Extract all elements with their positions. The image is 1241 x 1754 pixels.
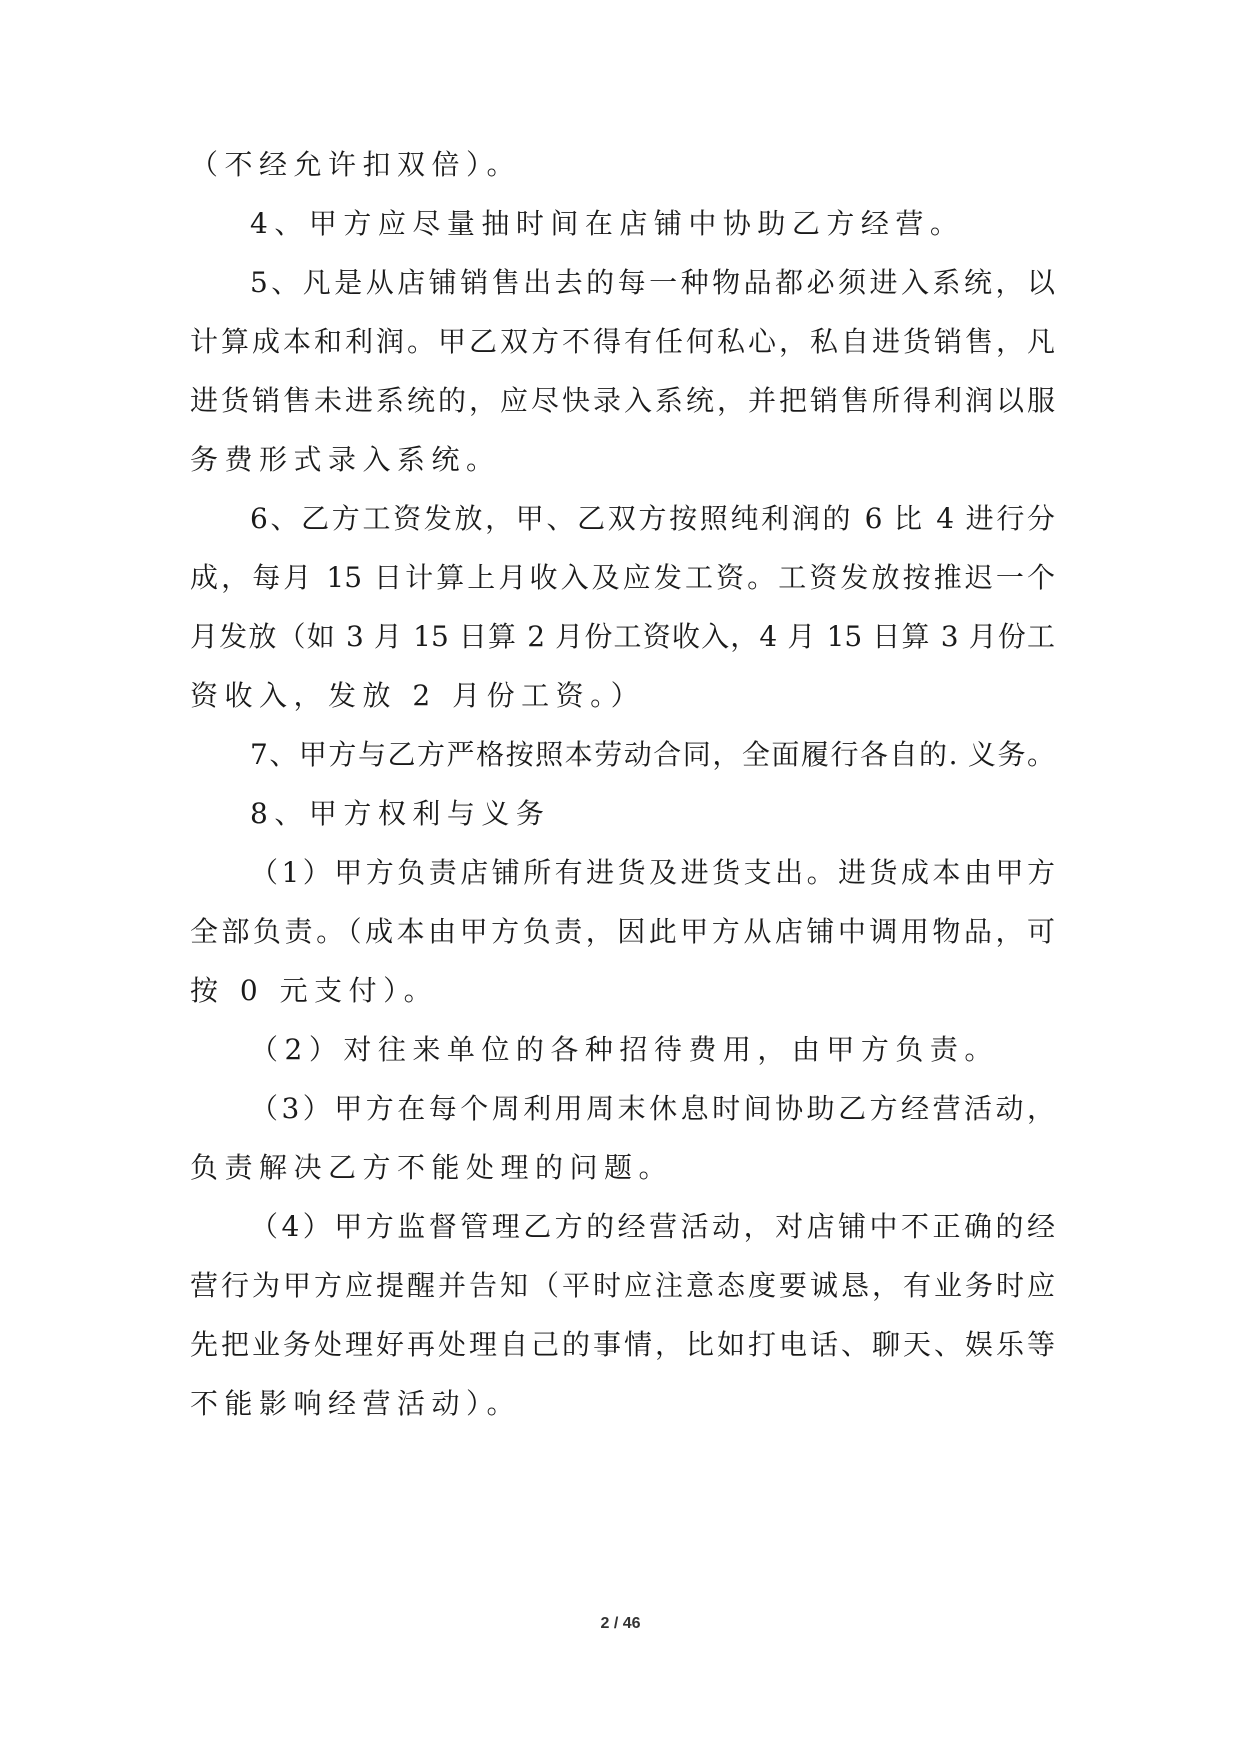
page-number: 2 / 46 — [600, 1615, 641, 1632]
text-line: （2）对往来单位的各种招待费用，由甲方负责。 — [250, 1033, 999, 1066]
text-line: 6、乙方工资发放，甲、乙双方按照纯利润的 6 比 4 进行分 — [250, 502, 1055, 535]
text-line: 负责解决乙方不能处理的问题。 — [190, 1151, 674, 1184]
text-line: （1）甲方负责店铺所有进货及进货支出。进货成本由甲方 — [250, 856, 1055, 889]
text-line: 进货销售未进系统的，应尽快录入系统，并把销售所得利润以服 — [190, 384, 1055, 417]
text-line: 按 0 元支付）。 — [190, 974, 439, 1007]
text-line: 7、甲方与乙方严格按照本劳动合同，全面履行各自的. 义务。 — [250, 738, 1055, 771]
text-line: （不经允许扣双倍）。 — [190, 148, 522, 181]
text-line: 营行为甲方应提醒并告知（平时应注意态度要诚恳，有业务时应 — [190, 1269, 1055, 1302]
text-line: （4）甲方监督管理乙方的经营活动，对店铺中不正确的经 — [250, 1210, 1055, 1243]
text-line: （3）甲方在每个周利用周末休息时间协助乙方经营活动， — [250, 1092, 1055, 1125]
text-line: 4、甲方应尽量抽时间在店铺中协助乙方经营。 — [250, 207, 965, 240]
text-line: 全部负责。（成本由甲方负责，因此甲方从店铺中调用物品，可 — [190, 915, 1055, 948]
text-line: 成，每月 15 日计算上月收入及应发工资。工资发放按推迟一个 — [190, 561, 1055, 594]
text-line: 8、甲方权利与义务 — [250, 797, 551, 830]
text-line: 先把业务处理好再处理自己的事情，比如打电话、聊天、娱乐等 — [190, 1328, 1055, 1361]
text-line: 5、凡是从店铺销售出去的每一种物品都必须进入系统，以 — [250, 266, 1055, 299]
text-line: 不能影响经营活动）。 — [190, 1387, 522, 1420]
text-line: 务费形式录入系统。 — [190, 443, 501, 476]
text-line: 计算成本和利润。甲乙双方不得有任何私心，私自进货销售，凡 — [190, 325, 1055, 358]
text-line: 资收入，发放 2 月份工资。） — [190, 679, 646, 712]
text-line: 月发放（如 3 月 15 日算 2 月份工资收入，4 月 15 日算 3 月份工 — [190, 620, 1055, 653]
